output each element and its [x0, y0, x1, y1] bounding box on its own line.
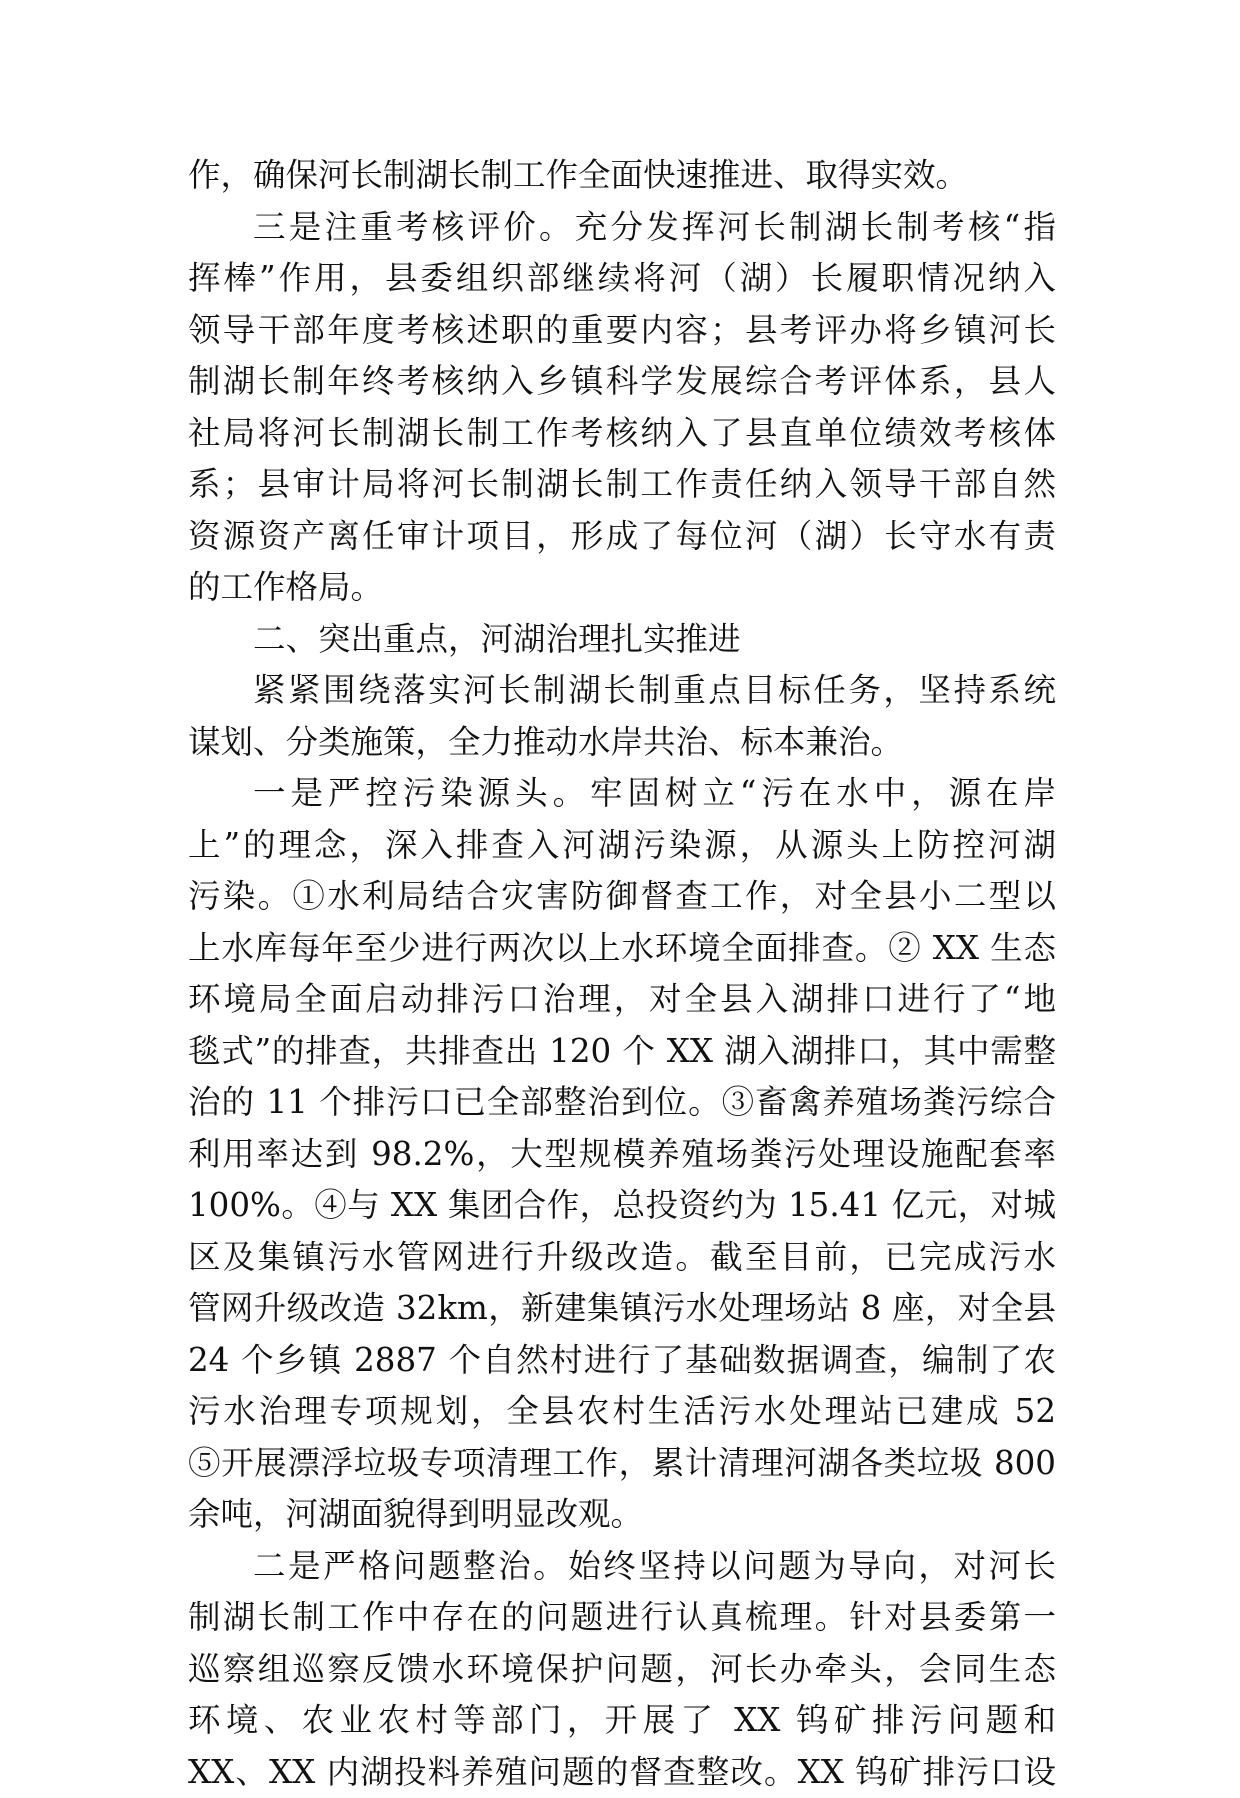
text-line: 毯式”的排查，共排查出 120 个 XX 湖入湖排口，其中需整 — [188, 1026, 1056, 1078]
text-line: 污水治理专项规划，全县农村生活污水处理站已建成 52 — [188, 1386, 1056, 1438]
text-line: 制湖长制工作中存在的问题进行认真梳理。针对县委第一 — [188, 1592, 1056, 1644]
text-line: 的工作格局。 — [188, 562, 1056, 614]
text-line: 100%。④与 XX 集团合作，总投资约为 15.41 亿元，对城 — [188, 1180, 1056, 1232]
text-line: 巡察组巡察反馈水环境保护问题，河长办牵头，会同生态 — [188, 1644, 1056, 1696]
text-line: 资源资产离任审计项目，形成了每位河（湖）长守水有责 — [188, 511, 1056, 563]
text-line: 环境局全面启动排污口治理，对全县入湖排口进行了“地 — [188, 974, 1056, 1026]
text-line: 24 个乡镇 2887 个自然村进行了基础数据调查，编制了农 — [188, 1335, 1056, 1387]
text-line: 污染。①水利局结合灾害防御督查工作，对全县小二型以 — [188, 871, 1056, 923]
text-line: 上水库每年至少进行两次以上水环境全面排查。② XX 生态 — [188, 923, 1056, 975]
text-line: 谋划、分类施策，全力推动水岸共治、标本兼治。 — [188, 717, 1056, 769]
text-line: 系；县审计局将河长制湖长制工作责任纳入领导干部自然 — [188, 459, 1056, 511]
text-line: 利用率达到 98.2%，大型规模养殖场粪污处理设施配套率 — [188, 1129, 1056, 1181]
text-line: 环境、农业农村等部门，开展了 XX 钨矿排污问题和 — [188, 1695, 1056, 1747]
text-line: 一是严控污染源头。牢固树立“污在水中，源在岸 — [188, 768, 1056, 820]
text-line: 挥棒”作用，县委组织部继续将河（湖）长履职情况纳入 — [188, 253, 1056, 305]
text-line: ⑤开展漂浮垃圾专项清理工作，累计清理河湖各类垃圾 800 — [188, 1438, 1056, 1490]
text-line: 紧紧围绕落实河长制湖长制重点目标任务，坚持系统 — [188, 665, 1056, 717]
text-line: 制湖长制年终考核纳入乡镇科学发展综合考评体系，县人 — [188, 356, 1056, 408]
text-line: 余吨，河湖面貌得到明显改观。 — [188, 1489, 1056, 1541]
text-line: 领导干部年度考核述职的重要内容；县考评办将乡镇河长 — [188, 305, 1056, 357]
text-line: 上”的理念，深入排查入河湖污染源，从源头上防控河湖 — [188, 820, 1056, 872]
document-body — [188, 150, 1056, 1798]
text-line: 区及集镇污水管网进行升级改造。截至目前，已完成污水 — [188, 1232, 1056, 1284]
text-line: XX、XX 内湖投料养殖问题的督查整改。XX 钨矿排污口设 — [188, 1747, 1056, 1798]
text-line: 二是严格问题整治。始终坚持以问题为导向，对河长 — [188, 1541, 1056, 1593]
text-line: 作，确保河长制湖长制工作全面快速推进、取得实效。 — [188, 150, 1056, 202]
text-line: 三是注重考核评价。充分发挥河长制湖长制考核“指 — [188, 202, 1056, 254]
text-line: 管网升级改造 32km，新建集镇污水处理场站 8 座，对全县 — [188, 1283, 1056, 1335]
text-line: 社局将河长制湖长制工作考核纳入了县直单位绩效考核体 — [188, 408, 1056, 460]
text-line: 二、突出重点，河湖治理扎实推进 — [188, 614, 1056, 666]
text-line: 治的 11 个排污口已全部整治到位。③畜禽养殖场粪污综合 — [188, 1077, 1056, 1129]
